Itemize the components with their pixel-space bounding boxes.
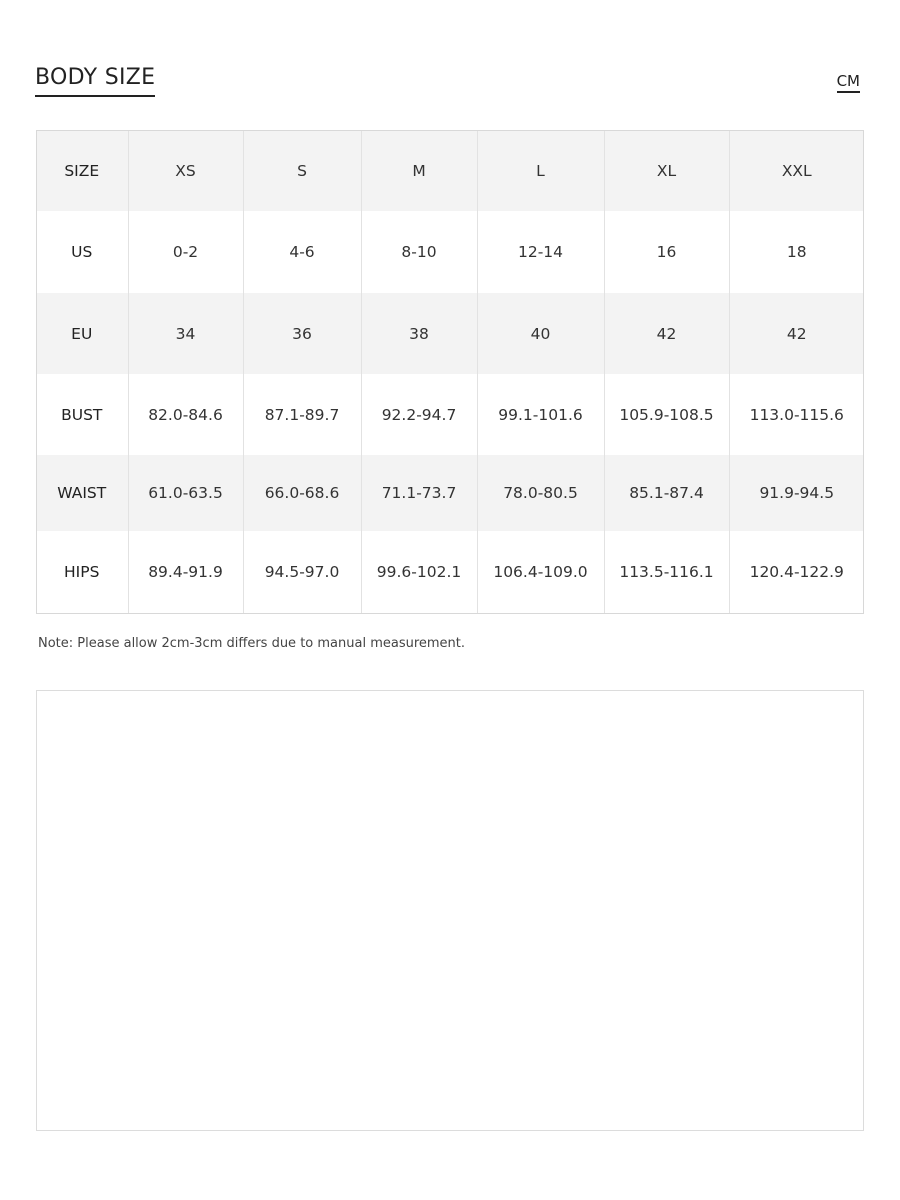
- table-cell: 94.5-97.0: [243, 531, 361, 613]
- table-row-us: [36, 211, 864, 293]
- table-cell: 42: [604, 293, 729, 374]
- header-cell-xs: XS: [128, 130, 243, 211]
- header-cell-l: L: [477, 130, 604, 211]
- table-cell: 12-14: [477, 211, 604, 293]
- page-title: BODY SIZE: [35, 64, 155, 97]
- table-cell: 42: [729, 293, 864, 374]
- row-label: BUST: [36, 374, 128, 455]
- table-cell: 36: [243, 293, 361, 374]
- table-cell: 92.2-94.7: [361, 374, 477, 455]
- table-cell: 82.0-84.6: [128, 374, 243, 455]
- table-header-row: [36, 130, 864, 211]
- table-cell: 113.5-116.1: [604, 531, 729, 613]
- table-cell: 18: [786, 243, 807, 261]
- row-label: HIPS: [36, 531, 128, 613]
- table-cell: 78.0-80.5: [477, 455, 604, 531]
- row-label: US: [36, 211, 128, 293]
- table-cell: 113.0-115.6: [749, 405, 844, 424]
- table-cell: 85.1-87.4: [604, 455, 729, 531]
- table-cell: 106.4-109.0: [477, 531, 604, 613]
- table-cell: 71.1-73.7: [361, 455, 477, 531]
- table-cell: 40: [477, 293, 604, 374]
- table-cell: 4-6: [243, 211, 361, 293]
- table-cell: 120.4-122.9: [749, 563, 844, 581]
- size-chart-table: [36, 130, 864, 613]
- table-cell: 61.0-63.5: [128, 455, 243, 531]
- table-cell: 38: [361, 293, 477, 374]
- table-cell: 16: [604, 211, 729, 293]
- table-cell: 99.6-102.1: [361, 531, 477, 613]
- table-cell: 99.1-101.6: [477, 374, 604, 455]
- header-cell-size: SIZE: [36, 130, 128, 211]
- table-cell: 34: [128, 293, 243, 374]
- table-row-waist: [36, 455, 864, 531]
- measurement-note: Note: Please allow 2cm-3cm differs due to manual measurement.: [38, 636, 466, 651]
- table-row-hips: [36, 531, 864, 613]
- table-cell: 66.0-68.6: [243, 455, 361, 531]
- table-row-eu: [36, 293, 864, 374]
- unit-toggle-cm[interactable]: CM: [837, 72, 860, 93]
- table-cell: 91.9-94.5: [729, 455, 864, 531]
- table-cell: 87.1-89.7: [243, 374, 361, 455]
- row-label: EU: [36, 293, 128, 374]
- table-cell: 105.9-108.5: [604, 374, 729, 455]
- table-cell: 0-2: [128, 211, 243, 293]
- header-cell-m: M: [361, 130, 477, 211]
- table-row-bust: [36, 374, 864, 455]
- row-label: WAIST: [36, 455, 128, 531]
- header-cell-xl: XL: [604, 130, 729, 211]
- header-cell-xxl: XXL: [729, 130, 864, 211]
- blank-content-panel: [36, 690, 864, 1131]
- table-cell: 89.4-91.9: [128, 531, 243, 613]
- table-cell: 8-10: [361, 211, 477, 293]
- header-cell-s: S: [243, 130, 361, 211]
